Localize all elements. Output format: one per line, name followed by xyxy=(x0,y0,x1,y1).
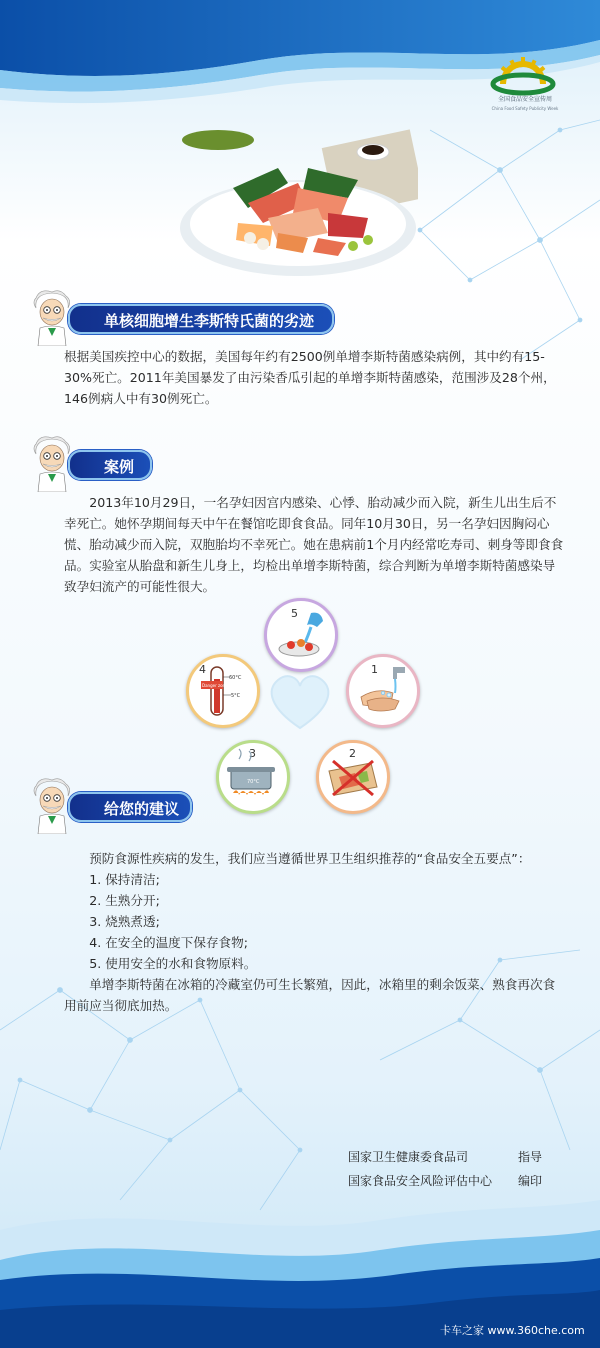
svg-text:4: 4 xyxy=(199,663,206,676)
wash-ingredients-icon xyxy=(267,601,335,669)
footer-org: 国家食品安全风险评估中心 xyxy=(348,1174,493,1188)
key-2-circle xyxy=(316,740,390,814)
cooking-pot-icon xyxy=(219,743,287,811)
five-keys-diagram xyxy=(180,596,420,816)
key-5-circle xyxy=(264,598,338,672)
svg-text:3: 3 xyxy=(249,747,256,760)
watermark: 卡车之家 www.360che.com xyxy=(440,1324,585,1337)
section-header-case xyxy=(30,436,150,492)
section-case-body xyxy=(64,492,564,597)
footer-line xyxy=(348,1148,543,1165)
key-3-circle xyxy=(216,740,290,814)
footer-org: 国家卫生健康委食品司 xyxy=(348,1150,469,1164)
section-advice-body xyxy=(64,848,564,1016)
svg-text:5°C: 5°C xyxy=(231,693,241,699)
list-item: 1. 保持清洁; xyxy=(89,872,160,887)
list-item: 4. 在安全的温度下保存食物; xyxy=(89,935,248,950)
svg-text:2: 2 xyxy=(349,747,356,760)
heart-icon xyxy=(260,666,340,736)
footer-line xyxy=(348,1172,543,1189)
key-4-circle xyxy=(186,654,260,728)
paragraph: 根据美国疾控中心的数据，美国每年约有2500例单增李斯特菌感染病例，其中约有15-30%死亡。2011年美国暴发了由污染香瓜引起的单增李斯特菌感染，范围涉及28个州，146例病人中有30例死亡。 xyxy=(64,349,556,406)
key-1-circle xyxy=(346,654,420,728)
paragraph: 2013年10月29日，一名孕妇因宫内感染、心悸、胎动减少而入院，新生儿出生后不幸死亡。她怀孕期间每天中午在餐馆吃即食食品。同年10月30日，另一名孕妇因胸闷心慌、胎动减少而入院，双胞胎均不幸死亡。她在患病前1个月内经常吃寿司、刺身等即食食品。实验室从胎盘和新生儿身上，均检出单增李斯特菌，综合判断为单增李斯特菌感染导致孕妇流产的可能性很大。 xyxy=(64,495,564,594)
footer-role: 编印 xyxy=(518,1174,543,1188)
wash-hands-icon xyxy=(349,657,417,725)
svg-text:5: 5 xyxy=(291,607,298,620)
section-listeria-body xyxy=(64,346,564,409)
list-item: 5. 使用安全的水和食物原料。 xyxy=(89,956,257,971)
section-header-listeria xyxy=(30,290,350,346)
svg-text:Danger zone!: Danger zone! xyxy=(202,683,230,688)
sashimi-plate-image xyxy=(178,128,418,278)
list-item: 3. 烧熟煮透; xyxy=(89,914,160,929)
advice-intro: 预防食源性疾病的发生，我们应当遵循世界卫生组织推荐的“食品安全五要点”： xyxy=(89,851,531,866)
section-header-advice xyxy=(30,778,210,834)
advice-closing: 单增李斯特菌在冰箱的冷藏室仍可生长繁殖，因此，冰箱里的剩余饭菜、熟食再次食用前应当彻底加热。 xyxy=(64,977,556,1013)
svg-text:70°C: 70°C xyxy=(247,779,260,785)
svg-text:60°C: 60°C xyxy=(229,675,242,681)
thermometer-icon xyxy=(189,657,257,725)
logo-english-name: China Food Safety Publicity Week xyxy=(491,106,559,111)
logo-chinese-name: 全国食品安全宣传周 xyxy=(497,96,552,103)
svg-text:1: 1 xyxy=(371,663,378,676)
list-item: 2. 生熟分开; xyxy=(89,893,160,908)
section-title: 单核细胞增生李斯特氏菌的劣迹 xyxy=(104,312,315,330)
footer-role: 指导 xyxy=(518,1150,543,1164)
section-title: 给您的建议 xyxy=(104,800,180,818)
section-title: 案例 xyxy=(104,458,135,476)
separate-raw-cooked-icon xyxy=(319,743,387,811)
